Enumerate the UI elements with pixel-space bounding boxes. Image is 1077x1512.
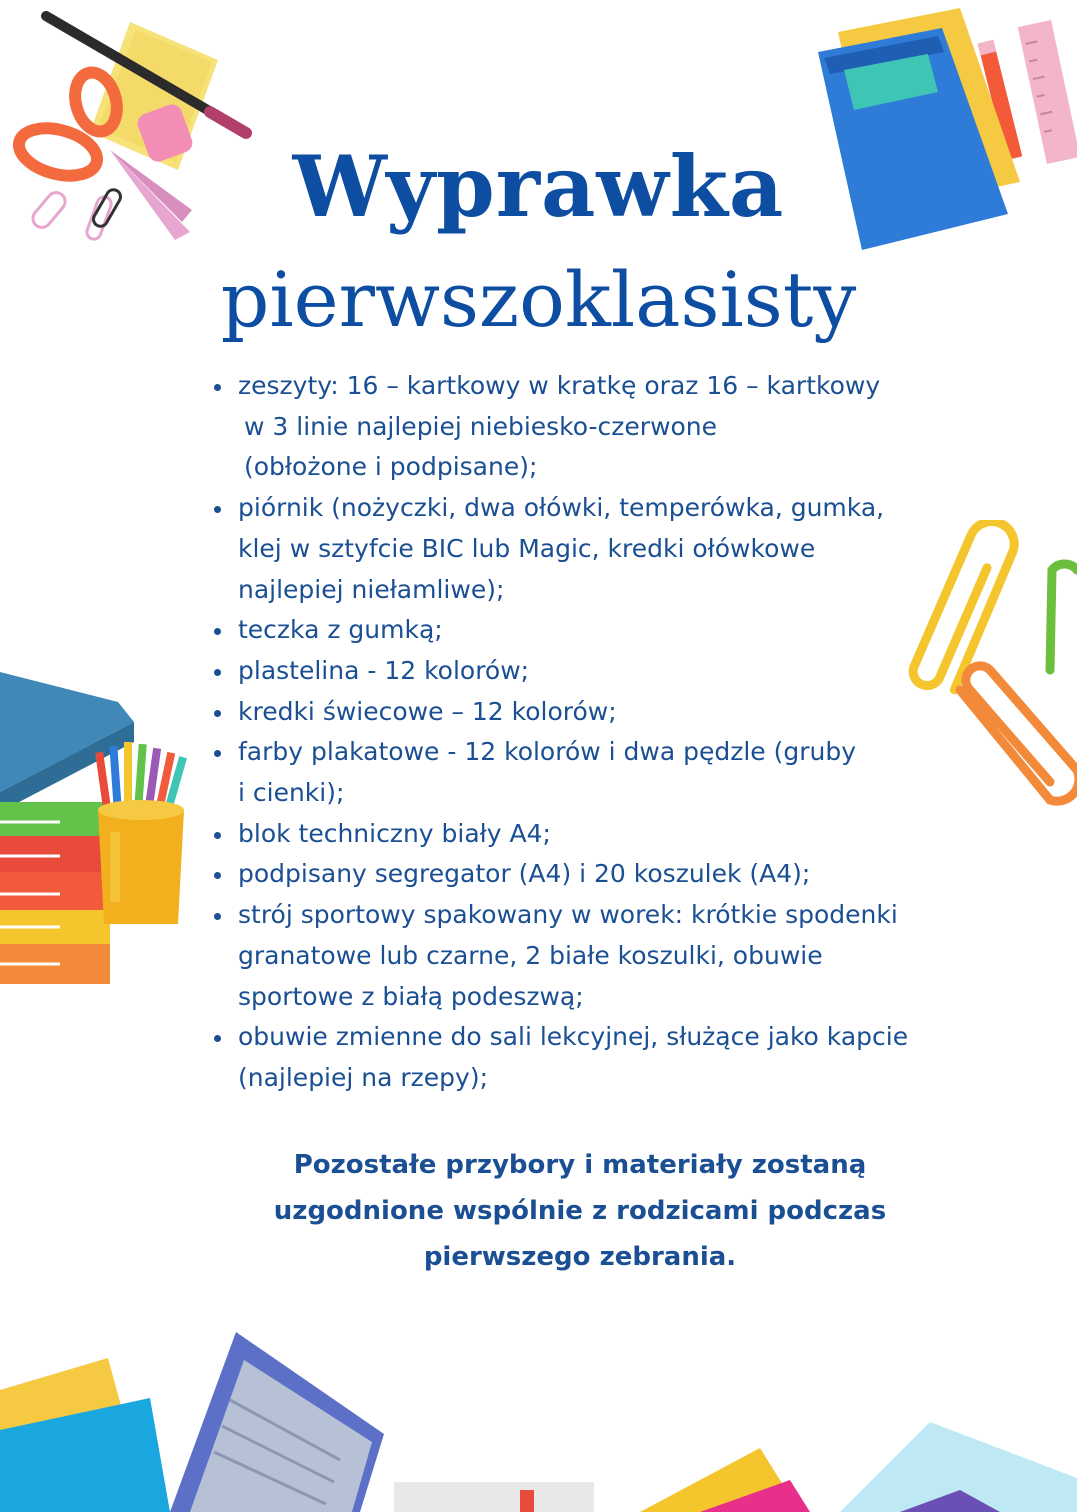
page-title [0,128,1077,354]
list-item-line: granatowe lub czarne, 2 białe koszulki, obuwie [238,940,823,970]
list-item-line: piórnik (nożyczki, dwa ołówki, temperówka, gumka, [238,493,885,523]
closing-note-line: Pozostałe przybory i materiały zostaną [293,1150,867,1180]
list-item [210,1017,970,1098]
list-item-line: plastelina - 12 kolorów; [238,655,530,685]
list-item [210,895,970,1017]
list-item [210,651,970,692]
books-and-pencils-icon [0,672,200,992]
title-line-2: pierwszoklasisty [220,255,857,344]
list-item-line: sportowe z białą podeszwą; [238,981,584,1011]
list-item-line: teczka z gumką; [238,615,443,645]
list-item-line: w 3 linie najlepiej niebiesko-czerwone [244,411,718,441]
list-item [210,692,970,733]
list-item-line: (najlepiej na rzepy); [238,1062,489,1092]
list-item [210,610,970,651]
list-item [210,366,970,488]
list-item-line: najlepiej niełamliwe); [238,574,505,604]
list-item [210,854,970,895]
list-item-line: podpisany segregator (A4) i 20 koszulek (A4); [238,859,811,889]
list-item-line: farby plakatowe - 12 kolorów i dwa pędzle (gruby [238,737,857,767]
title-line-1: Wyprawka [292,137,785,236]
list-item-line: kredki świecowe – 12 kolorów; [238,696,617,726]
supply-list [210,366,970,1099]
closing-note-line: pierwszego zebrania. [423,1242,737,1272]
papers-icon [0,1330,1077,1512]
list-item-line: zeszyty: 16 – kartkowy w kratkę oraz 16 – kartkowy [238,371,881,400]
list-item [210,814,970,855]
list-item [210,732,970,813]
list-item-line: obuwie zmienne do sali lekcyjnej, służące jako kapcie [238,1022,909,1052]
closing-note-line: uzgodnione wspólnie z rodzicami podczas [273,1196,887,1226]
closing-note [180,1142,980,1280]
list-item [210,488,970,610]
list-item-line: (obłożone i podpisane); [244,452,538,482]
list-item-line: i cienki); [238,778,345,808]
list-item-line: klej w sztyfcie BIC lub Magic, kredki ołówkowe [238,533,816,563]
list-item-line: blok techniczny biały A4; [238,818,551,848]
list-item-line: strój sportowy spakowany w worek: krótkie spodenki [238,900,898,930]
